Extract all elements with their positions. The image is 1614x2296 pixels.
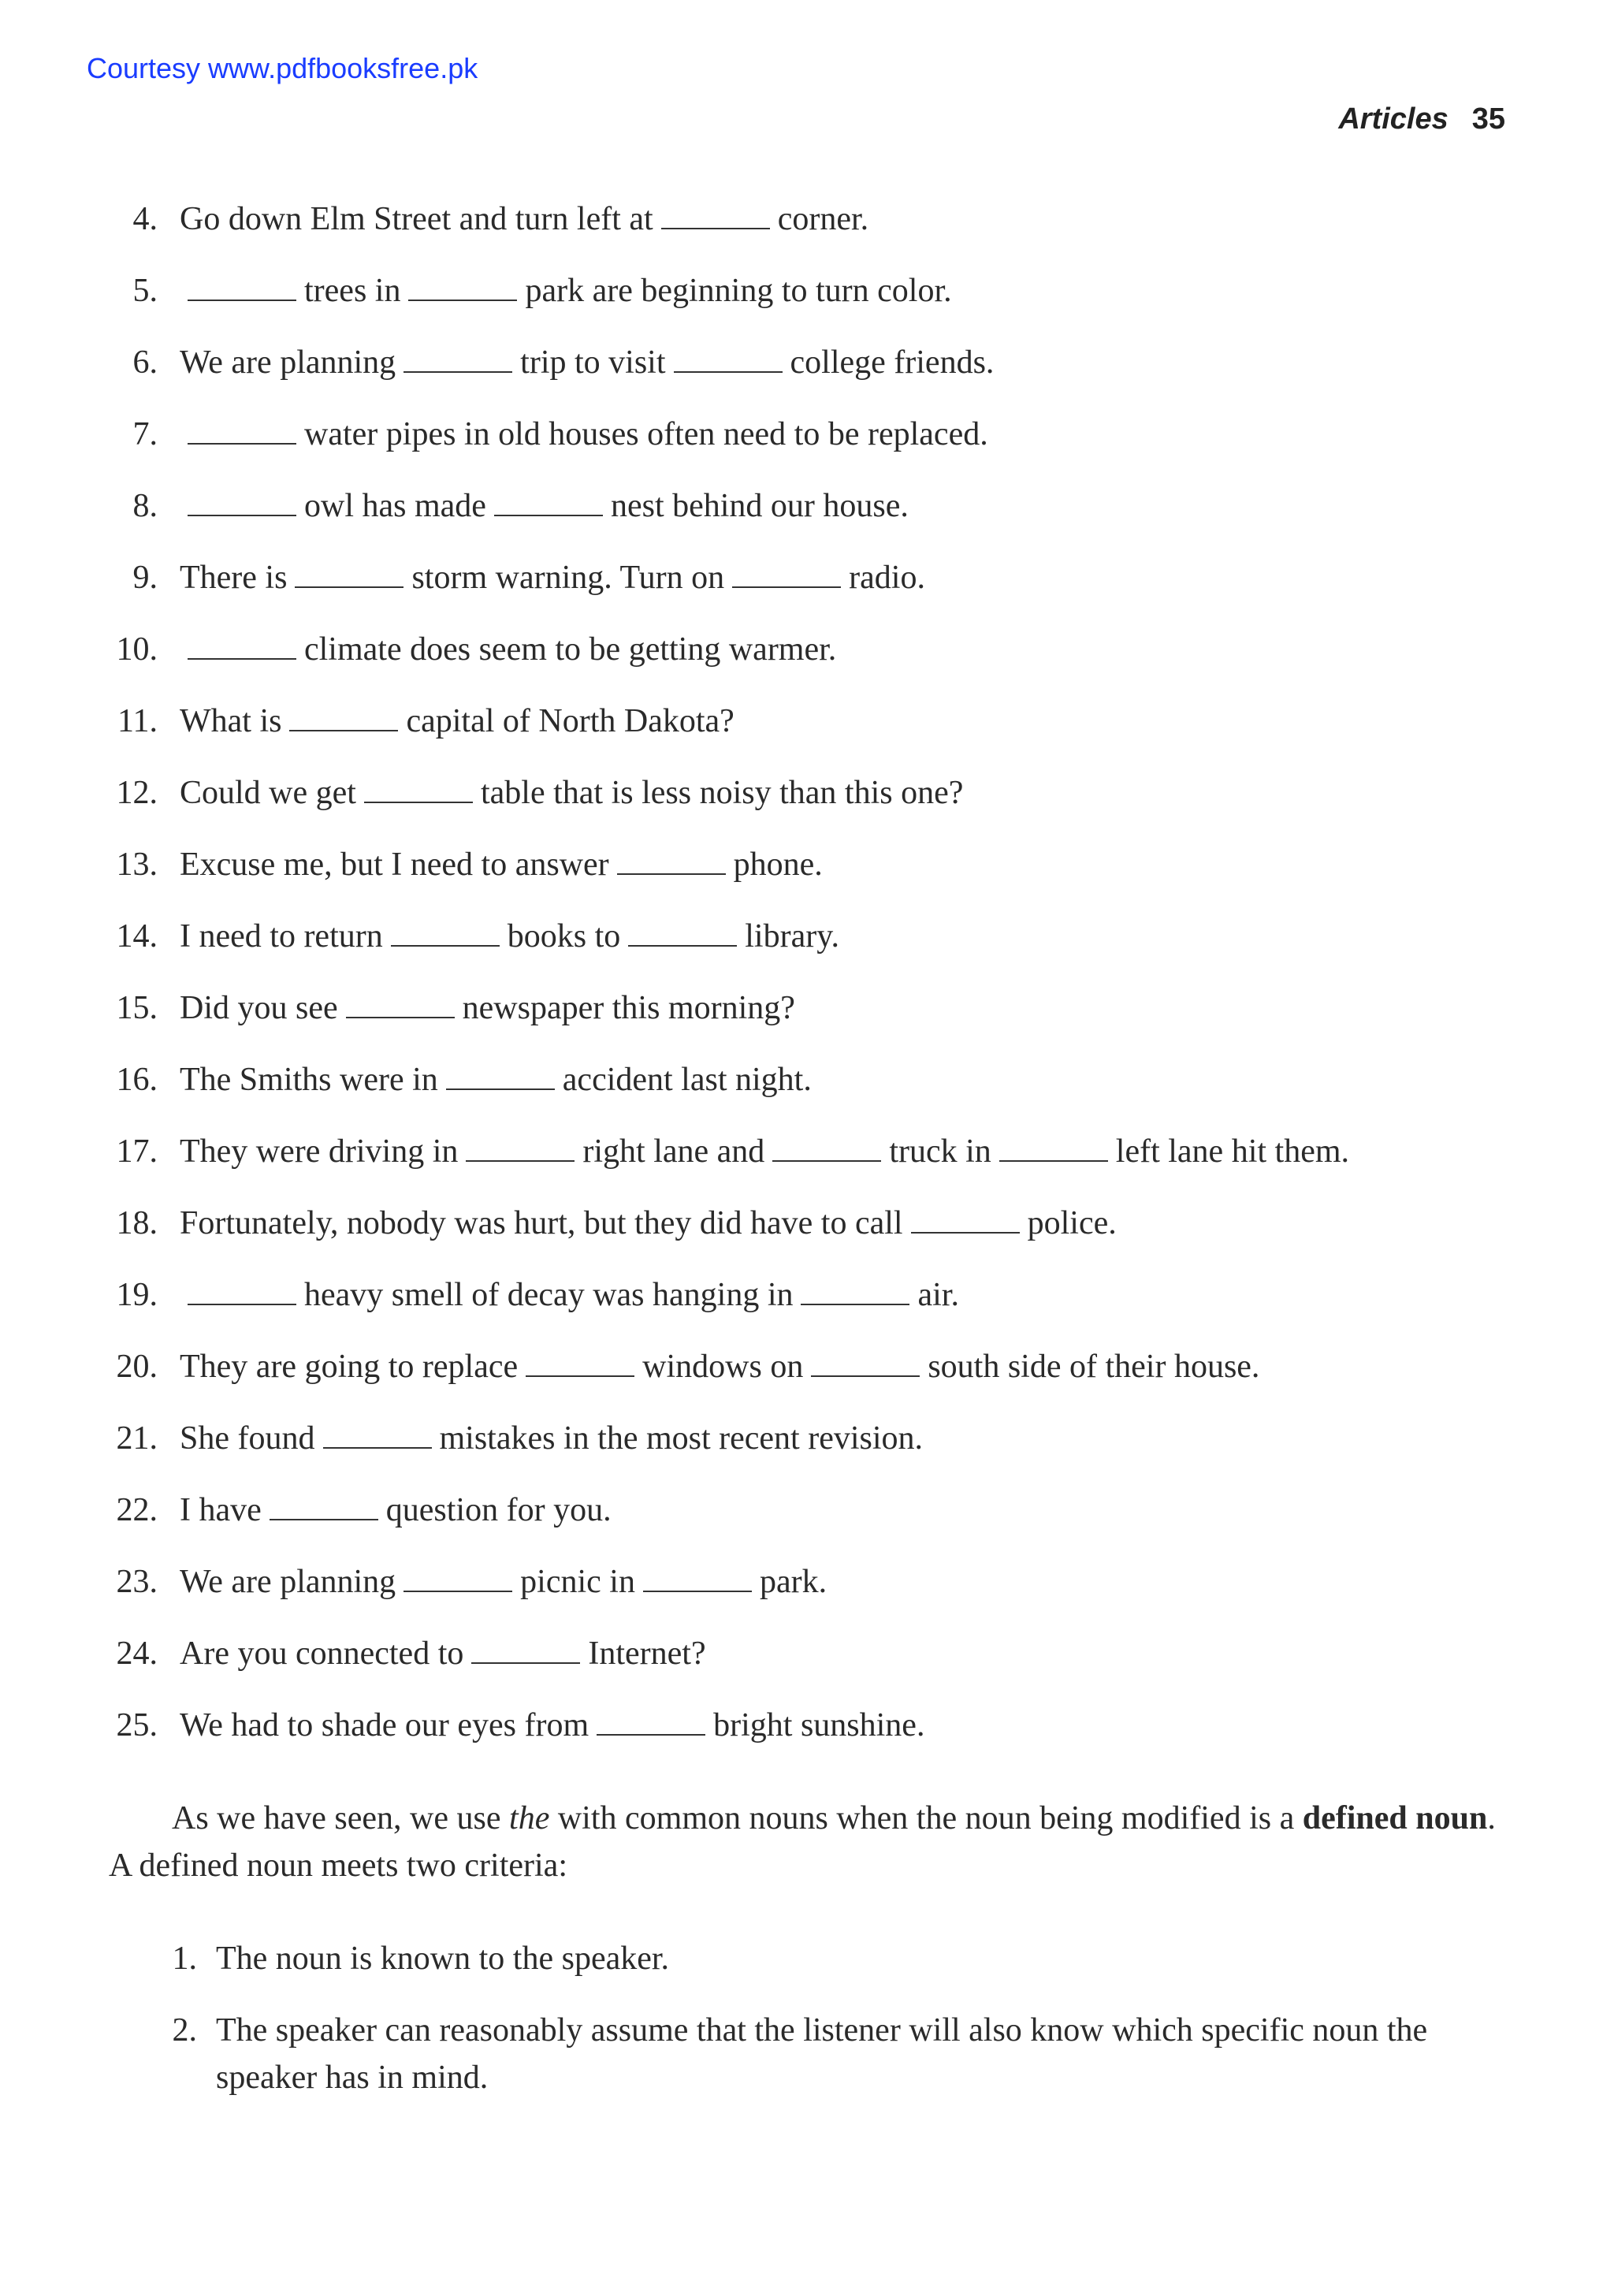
- exercise-number: 14.: [116, 918, 158, 954]
- answer-blank[interactable]: [643, 1559, 752, 1592]
- sentence-fragment: heavy smell of decay was hanging in: [304, 1277, 794, 1313]
- sentence-fragment: air.: [917, 1277, 959, 1313]
- answer-blank[interactable]: [911, 1200, 1020, 1234]
- exercise-number: 6.: [132, 344, 158, 381]
- exercise-sentence: [180, 1412, 923, 1464]
- paragraph-bold-term: defined noun: [1302, 1800, 1488, 1836]
- sentence-fragment: right lane and: [582, 1133, 765, 1170]
- exercise-sentence: [180, 337, 994, 389]
- sentence-fragment: owl has made: [304, 488, 486, 524]
- paragraph-emphasis-the: the: [509, 1800, 550, 1836]
- answer-blank[interactable]: [188, 411, 296, 445]
- sentence-fragment: park.: [759, 1564, 827, 1600]
- exercise-number: 11.: [117, 703, 158, 739]
- paragraph-text-3: . A defined noun meets two criteria:: [109, 1800, 1496, 1884]
- sentence-fragment: books to: [507, 918, 621, 954]
- answer-blank[interactable]: [188, 1272, 296, 1305]
- sentence-fragment: police.: [1027, 1205, 1117, 1241]
- answer-blank[interactable]: [323, 1416, 432, 1449]
- exercise-item: [0, 1269, 1614, 1341]
- exercise-item: [0, 1054, 1614, 1126]
- sentence-fragment: climate does seem to be getting warmer.: [304, 631, 837, 668]
- answer-blank[interactable]: [188, 627, 296, 660]
- sentence-fragment: storm warning. Turn on: [411, 560, 725, 596]
- exercise-number: 10.: [116, 631, 158, 668]
- sentence-fragment: We had to shade our eyes from: [180, 1707, 589, 1743]
- exercise-sentence: [180, 552, 925, 604]
- exercise-sentence: [180, 265, 952, 317]
- exercise-sentence: [180, 1484, 612, 1536]
- exercise-sentence: [180, 910, 839, 962]
- exercise-sentence: [180, 623, 836, 675]
- answer-blank[interactable]: [772, 1129, 881, 1162]
- exercise-item: [0, 623, 1614, 695]
- exercise-number: 5.: [132, 273, 158, 309]
- sentence-fragment: They were driving in: [180, 1133, 459, 1170]
- answer-blank[interactable]: [811, 1344, 920, 1377]
- exercise-sentence: [180, 408, 988, 460]
- answer-blank[interactable]: [188, 268, 296, 301]
- paragraph-text-1: As we have seen, we use: [172, 1800, 510, 1836]
- exercise-item: [0, 552, 1614, 623]
- exercise-sentence: [180, 1269, 959, 1321]
- exercise-number: 8.: [132, 488, 158, 524]
- sentence-fragment: Could we get: [180, 775, 356, 811]
- answer-blank[interactable]: [408, 268, 517, 301]
- answer-blank[interactable]: [295, 555, 404, 588]
- answer-blank[interactable]: [732, 555, 841, 588]
- exercise-number: 7.: [132, 416, 158, 452]
- sentence-fragment: We are planning: [180, 1564, 396, 1600]
- exercise-sentence: [180, 193, 868, 245]
- sentence-fragment: There is: [180, 560, 288, 596]
- exercise-sentence: [180, 839, 823, 891]
- exercise-item: [0, 408, 1614, 480]
- exercise-number: 25.: [116, 1707, 158, 1743]
- exercise-sentence: [180, 1699, 924, 1751]
- sentence-fragment: trees in: [304, 273, 401, 309]
- sentence-fragment: college friends.: [790, 344, 995, 381]
- sentence-fragment: capital of North Dakota?: [406, 703, 734, 739]
- exercise-item: [0, 1484, 1614, 1556]
- exercise-item: [0, 265, 1614, 337]
- sentence-fragment: Excuse me, but I need to answer: [180, 847, 609, 883]
- page-number: 35: [1471, 102, 1505, 136]
- criteria-list: [0, 1935, 1614, 2126]
- sentence-fragment: She found: [180, 1420, 315, 1457]
- answer-blank[interactable]: [446, 1057, 555, 1090]
- sentence-fragment: Are you connected to: [180, 1635, 464, 1672]
- sentence-fragment: I have: [180, 1492, 262, 1528]
- criteria-item: [0, 2007, 1614, 2101]
- sentence-fragment: trip to visit: [520, 344, 666, 381]
- answer-blank[interactable]: [999, 1129, 1108, 1162]
- sentence-fragment: phone.: [733, 847, 823, 883]
- sentence-fragment: nest behind our house.: [610, 488, 909, 524]
- exercise-number: 17.: [116, 1133, 158, 1170]
- exercise-sentence: [180, 695, 734, 747]
- sentence-fragment: library.: [745, 918, 839, 954]
- courtesy-link[interactable]: Courtesy www.pdfbooksfree.pk: [87, 52, 478, 84]
- exercise-sentence: [180, 1556, 827, 1608]
- sentence-fragment: They are going to replace: [180, 1349, 519, 1385]
- sentence-fragment: accident last night.: [562, 1062, 812, 1098]
- running-head: [1338, 102, 1505, 136]
- exercise-item: [0, 839, 1614, 910]
- sentence-fragment: newspaper this morning?: [462, 990, 795, 1026]
- criteria-text: The noun is known to the speaker.: [216, 1941, 670, 1977]
- sentence-fragment: I need to return: [180, 918, 383, 954]
- exercise-number: 9.: [132, 560, 158, 596]
- sentence-fragment: park are beginning to turn color.: [525, 273, 952, 309]
- exercise-item: [0, 767, 1614, 839]
- exercise-sentence: [180, 767, 963, 819]
- answer-blank[interactable]: [801, 1272, 909, 1305]
- exercise-item: [0, 1699, 1614, 1771]
- answer-blank[interactable]: [391, 914, 500, 947]
- exercise-number: 15.: [116, 990, 158, 1026]
- answer-blank[interactable]: [661, 196, 770, 229]
- exercise-number: 23.: [116, 1564, 158, 1600]
- exercise-sentence: [180, 1341, 1259, 1393]
- exercise-item: [0, 1556, 1614, 1628]
- answer-blank[interactable]: [346, 985, 455, 1018]
- exercise-sentence: [180, 1197, 1117, 1249]
- sentence-fragment: truck in: [889, 1133, 991, 1170]
- criteria-number: 2.: [172, 2012, 197, 2049]
- sentence-fragment: corner.: [777, 201, 869, 237]
- answer-blank[interactable]: [674, 340, 783, 373]
- sentence-fragment: left lane hit them.: [1115, 1133, 1350, 1170]
- exercise-number: 16.: [116, 1062, 158, 1098]
- exercise-number: 22.: [116, 1492, 158, 1528]
- answer-blank[interactable]: [404, 340, 512, 373]
- exercise-item: [0, 982, 1614, 1054]
- exercise-number: 13.: [116, 847, 158, 883]
- exercise-number: 20.: [116, 1349, 158, 1385]
- criteria-number: 1.: [172, 1941, 197, 1977]
- sentence-fragment: radio.: [849, 560, 925, 596]
- exercise-sentence: [180, 1054, 812, 1106]
- sentence-fragment: south side of their house.: [928, 1349, 1260, 1385]
- answer-blank[interactable]: [188, 483, 296, 516]
- sentence-fragment: picnic in: [520, 1564, 635, 1600]
- answer-blank[interactable]: [617, 842, 726, 875]
- answer-blank[interactable]: [289, 698, 398, 731]
- exercise-list: [0, 193, 1614, 1771]
- criteria-item: [0, 1935, 1614, 1982]
- sentence-fragment: What is: [180, 703, 282, 739]
- sentence-fragment: We are planning: [180, 344, 396, 381]
- sentence-fragment: question for you.: [385, 1492, 612, 1528]
- answer-blank[interactable]: [597, 1702, 705, 1736]
- exercise-item: [0, 337, 1614, 408]
- sentence-fragment: table that is less noisy than this one?: [480, 775, 964, 811]
- sentence-fragment: Internet?: [588, 1635, 706, 1672]
- exercise-item: [0, 695, 1614, 767]
- sentence-fragment: water pipes in old houses often need to be replaced.: [304, 416, 988, 452]
- answer-blank[interactable]: [466, 1129, 575, 1162]
- exercise-sentence: [180, 1628, 706, 1680]
- answer-blank[interactable]: [494, 483, 603, 516]
- exercise-sentence: [180, 1126, 1349, 1178]
- sentence-fragment: Did you see: [180, 990, 338, 1026]
- sentence-fragment: windows on: [642, 1349, 804, 1385]
- exercise-sentence: [180, 480, 909, 532]
- answer-blank[interactable]: [526, 1344, 634, 1377]
- sentence-fragment: The Smiths were in: [180, 1062, 438, 1098]
- exercise-number: 18.: [116, 1205, 158, 1241]
- answer-blank[interactable]: [404, 1559, 512, 1592]
- sentence-fragment: bright sunshine.: [713, 1707, 925, 1743]
- exercise-item: [0, 1341, 1614, 1412]
- exercise-number: 24.: [116, 1635, 158, 1672]
- answer-blank[interactable]: [364, 770, 473, 803]
- criteria-text: The speaker can reasonably assume that the listener will also know which specific noun the speaker has in mind.: [216, 2012, 1428, 2096]
- sentence-fragment: Go down Elm Street and turn left at: [180, 201, 653, 237]
- exercise-number: 21.: [116, 1420, 158, 1457]
- paragraph-text-2: with common nouns when the noun being modified is a: [549, 1800, 1303, 1836]
- exercise-item: [0, 1412, 1614, 1484]
- exercise-number: 12.: [116, 775, 158, 811]
- sentence-fragment: Fortunately, nobody was hurt, but they did have to call: [180, 1205, 903, 1241]
- exercise-sentence: [180, 982, 795, 1034]
- sentence-fragment: mistakes in the most recent revision.: [439, 1420, 924, 1457]
- answer-blank[interactable]: [270, 1487, 378, 1520]
- exercise-item: [0, 1126, 1614, 1197]
- explanation-paragraph: [109, 1795, 1500, 1889]
- exercise-item: [0, 480, 1614, 552]
- exercise-number: 19.: [116, 1277, 158, 1313]
- exercise-number: 4.: [132, 201, 158, 237]
- answer-blank[interactable]: [471, 1631, 580, 1664]
- section-title: Articles: [1338, 102, 1449, 136]
- exercise-item: [0, 193, 1614, 265]
- exercise-item: [0, 1628, 1614, 1699]
- answer-blank[interactable]: [628, 914, 737, 947]
- exercise-item: [0, 910, 1614, 982]
- exercise-item: [0, 1197, 1614, 1269]
